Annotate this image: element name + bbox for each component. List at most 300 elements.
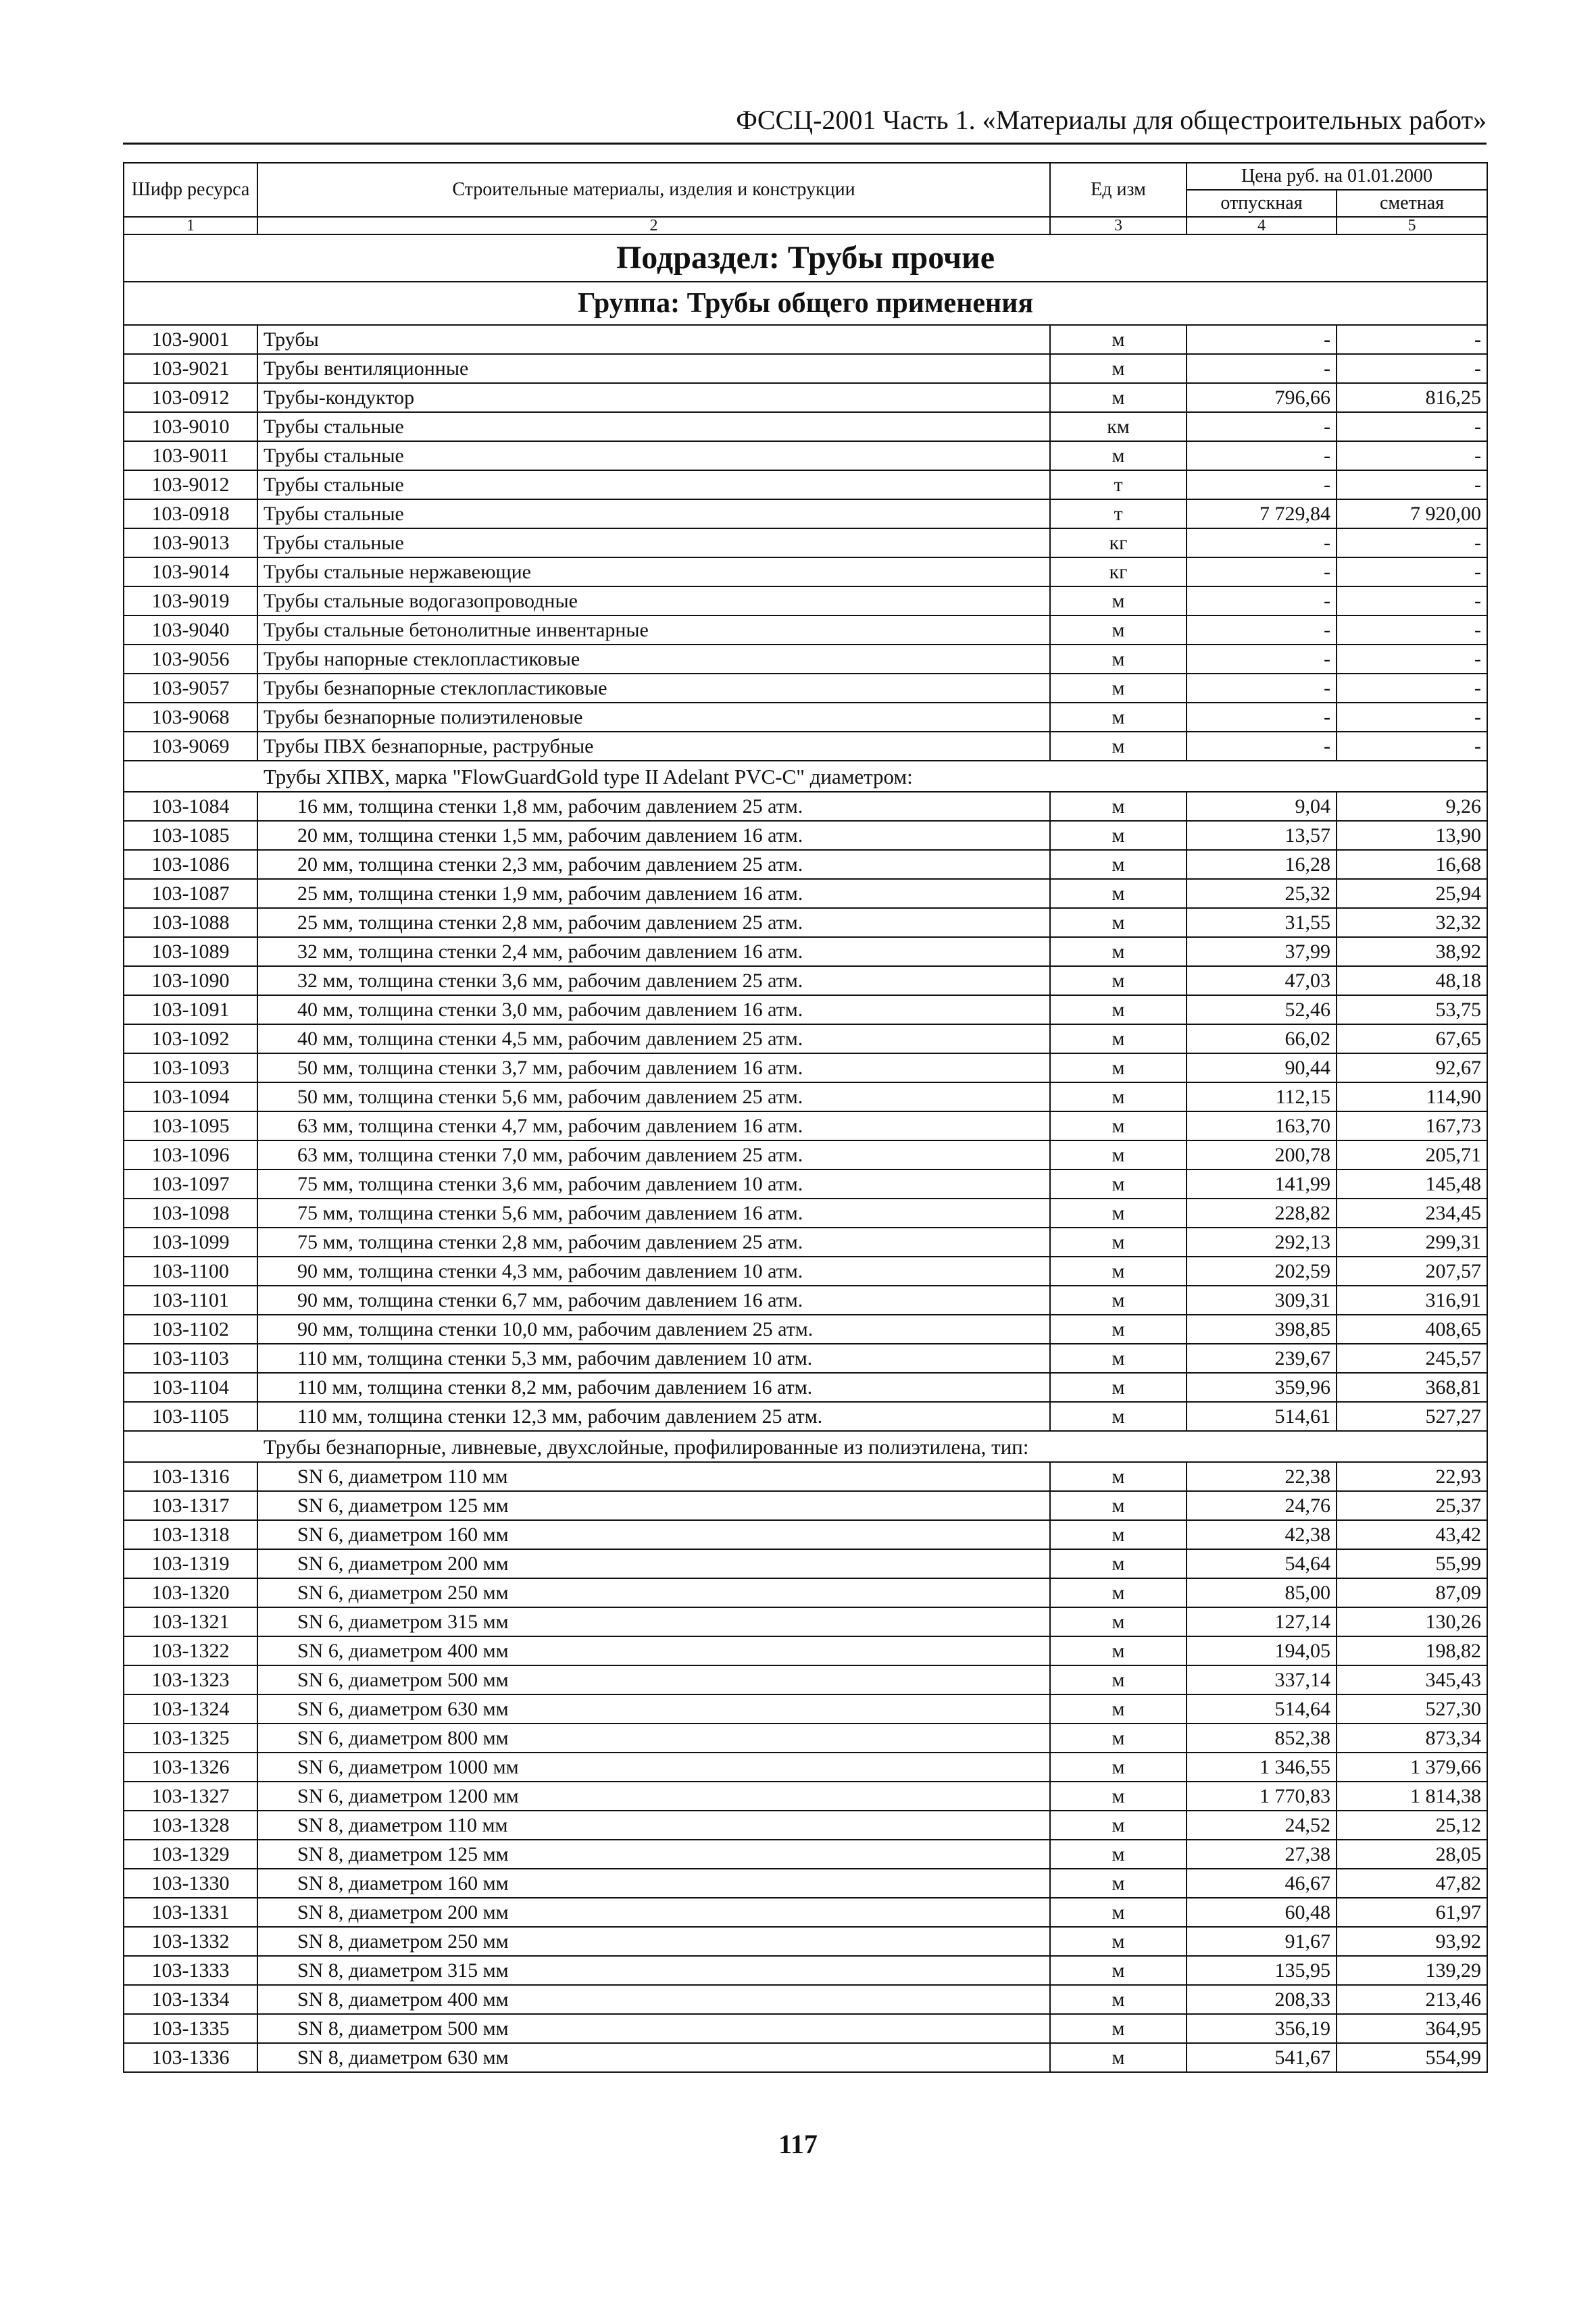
row-name: 20 мм, толщина стенки 1,5 мм, рабочим давлением 16 атм. (257, 821, 1050, 850)
row-name: 110 мм, толщина стенки 8,2 мм, рабочим давлением 16 атм. (257, 1373, 1050, 1402)
row-estimate-price: - (1337, 441, 1487, 470)
row-release-price: 24,76 (1187, 1491, 1337, 1520)
row-estimate-price: 53,75 (1337, 995, 1487, 1024)
col-code-header: Шифр ресурса (124, 163, 257, 217)
row-name: 110 мм, толщина стенки 5,3 мм, рабочим давлением 10 атм. (257, 1344, 1050, 1373)
table-row (124, 354, 1487, 383)
row-name: Трубы стальные (257, 412, 1050, 441)
table-row (124, 1607, 1487, 1636)
row-unit: м (1050, 1462, 1187, 1491)
row-name: Трубы стальные нержавеющие (257, 557, 1050, 586)
row-release-price: 163,70 (1187, 1111, 1337, 1140)
col-number-5: 5 (1337, 217, 1487, 234)
row-estimate-price: - (1337, 674, 1487, 703)
col-name-header: Строительные материалы, изделия и конструкции (257, 163, 1050, 217)
row-estimate-price: 16,68 (1337, 850, 1487, 879)
table-row (124, 937, 1487, 966)
row-name: 90 мм, толщина стенки 10,0 мм, рабочим давлением 25 атм. (257, 1315, 1050, 1344)
row-unit: м (1050, 1402, 1187, 1431)
col-number-2: 2 (257, 217, 1050, 234)
table-row (124, 1315, 1487, 1344)
table-row (124, 1169, 1487, 1199)
row-estimate-price: 345,43 (1337, 1665, 1487, 1694)
row-code: 103-9010 (124, 412, 257, 441)
col-unit-header: Ед изм (1050, 163, 1187, 217)
row-estimate-price: 67,65 (1337, 1024, 1487, 1053)
row-release-price: 356,19 (1187, 2014, 1337, 2043)
row-name: 50 мм, толщина стенки 5,6 мм, рабочим давлением 25 атм. (257, 1082, 1050, 1111)
row-name: SN 6, диаметром 500 мм (257, 1665, 1050, 1694)
table-row (124, 1665, 1487, 1694)
row-code: 103-1099 (124, 1228, 257, 1257)
row-release-price: 22,38 (1187, 1462, 1337, 1491)
row-release-price: 90,44 (1187, 1053, 1337, 1082)
row-code: 103-1086 (124, 850, 257, 879)
row-name: 25 мм, толщина стенки 1,9 мм, рабочим давлением 16 атм. (257, 879, 1050, 908)
row-code: 103-1098 (124, 1199, 257, 1228)
row-estimate-price: 198,82 (1337, 1636, 1487, 1665)
row-code: 103-1318 (124, 1520, 257, 1549)
row-release-price: 7 729,84 (1187, 499, 1337, 528)
row-unit: м (1050, 1665, 1187, 1694)
row-unit: м (1050, 586, 1187, 615)
row-estimate-price: 527,27 (1337, 1402, 1487, 1431)
table-row (124, 499, 1487, 528)
row-unit: м (1050, 1956, 1187, 1985)
row-code: 103-9013 (124, 528, 257, 557)
row-code: 103-1334 (124, 1985, 257, 2014)
row-name: 20 мм, толщина стенки 2,3 мм, рабочим давлением 25 атм. (257, 850, 1050, 879)
row-name: Трубы стальные (257, 499, 1050, 528)
row-code: 103-9040 (124, 615, 257, 645)
document-title: ФССЦ-2001 Часть 1. «Материалы для общестроительных работ» (736, 105, 1487, 135)
row-estimate-price: 554,99 (1337, 2043, 1487, 2072)
row-estimate-price: - (1337, 732, 1487, 761)
table-row (124, 1024, 1487, 1053)
row-code: 103-0918 (124, 499, 257, 528)
row-code: 103-1084 (124, 792, 257, 821)
table-row (124, 1140, 1487, 1169)
row-estimate-price: 316,91 (1337, 1286, 1487, 1315)
row-release-price: - (1187, 615, 1337, 645)
row-name: SN 6, диаметром 110 мм (257, 1462, 1050, 1491)
row-name: 110 мм, толщина стенки 12,3 мм, рабочим давлением 25 атм. (257, 1402, 1050, 1431)
row-release-price: 37,99 (1187, 937, 1337, 966)
row-estimate-price: 1 379,66 (1337, 1753, 1487, 1782)
row-unit: км (1050, 412, 1187, 441)
table-header (124, 163, 1487, 234)
table-row (124, 1898, 1487, 1927)
table-row (124, 412, 1487, 441)
row-code: 103-1324 (124, 1694, 257, 1724)
row-release-price: 16,28 (1187, 850, 1337, 879)
row-unit: м (1050, 1811, 1187, 1840)
row-unit: м (1050, 645, 1187, 674)
row-estimate-price: 167,73 (1337, 1111, 1487, 1140)
row-unit: м (1050, 1228, 1187, 1257)
row-unit: м (1050, 792, 1187, 821)
table-row (124, 2014, 1487, 2043)
row-unit: м (1050, 674, 1187, 703)
table-row (124, 1549, 1487, 1578)
row-release-price: 359,96 (1187, 1373, 1337, 1402)
row-name: SN 8, диаметром 200 мм (257, 1898, 1050, 1927)
row-estimate-price: 32,32 (1337, 908, 1487, 937)
row-release-price: - (1187, 412, 1337, 441)
col-price-header: Цена руб. на 01.01.2000 (1187, 163, 1487, 190)
table-row (124, 908, 1487, 937)
row-code: 103-1327 (124, 1782, 257, 1811)
group-title: Группа: Трубы общего применения (124, 282, 1487, 325)
row-release-price: 60,48 (1187, 1898, 1337, 1927)
price-table (123, 162, 1488, 2073)
row-release-price: 85,00 (1187, 1578, 1337, 1607)
row-name: Трубы стальные (257, 470, 1050, 499)
row-code: 103-1329 (124, 1840, 257, 1869)
row-name: 25 мм, толщина стенки 2,8 мм, рабочим давлением 25 атм. (257, 908, 1050, 937)
table-row (124, 528, 1487, 557)
row-unit: м (1050, 1053, 1187, 1082)
row-estimate-price: 408,65 (1337, 1315, 1487, 1344)
row-unit: м (1050, 2014, 1187, 2043)
row-release-price: 239,67 (1187, 1344, 1337, 1373)
row-code: 103-1103 (124, 1344, 257, 1373)
row-release-price: 292,13 (1187, 1228, 1337, 1257)
row-name: SN 6, диаметром 200 мм (257, 1549, 1050, 1578)
row-estimate-price: 145,48 (1337, 1169, 1487, 1199)
row-estimate-price: 139,29 (1337, 1956, 1487, 1985)
table-row (124, 879, 1487, 908)
row-unit: м (1050, 1082, 1187, 1111)
table-row (124, 383, 1487, 412)
row-estimate-price: 25,12 (1337, 1811, 1487, 1840)
row-unit: м (1050, 821, 1187, 850)
row-code: 103-1096 (124, 1140, 257, 1169)
row-code: 103-1090 (124, 966, 257, 995)
table-row (124, 850, 1487, 879)
row-release-price: 796,66 (1187, 383, 1337, 412)
row-name: 90 мм, толщина стенки 6,7 мм, рабочим давлением 16 атм. (257, 1286, 1050, 1315)
row-code: 103-1320 (124, 1578, 257, 1607)
row-estimate-price: 130,26 (1337, 1607, 1487, 1636)
row-name: 40 мм, толщина стенки 3,0 мм, рабочим давлением 16 атм. (257, 995, 1050, 1024)
table-row (124, 645, 1487, 674)
col-number-1: 1 (124, 217, 257, 234)
row-code: 103-1104 (124, 1373, 257, 1402)
row-unit: м (1050, 1840, 1187, 1869)
row-release-price: 1 346,55 (1187, 1753, 1337, 1782)
row-estimate-price: - (1337, 557, 1487, 586)
row-unit: м (1050, 354, 1187, 383)
row-unit: м (1050, 1753, 1187, 1782)
row-name: SN 6, диаметром 315 мм (257, 1607, 1050, 1636)
row-release-price: 202,59 (1187, 1257, 1337, 1286)
row-unit: м (1050, 732, 1187, 761)
row-code: 103-1322 (124, 1636, 257, 1665)
row-unit: м (1050, 1898, 1187, 1927)
table-row (124, 1636, 1487, 1665)
row-unit: м (1050, 966, 1187, 995)
row-code: 103-1330 (124, 1869, 257, 1898)
row-unit: м (1050, 1169, 1187, 1199)
row-code: 103-1100 (124, 1257, 257, 1286)
row-name: SN 8, диаметром 250 мм (257, 1927, 1050, 1956)
table-body (124, 234, 1487, 2072)
table-row (124, 1053, 1487, 1082)
row-unit: м (1050, 1024, 1187, 1053)
row-name: 90 мм, толщина стенки 4,3 мм, рабочим давлением 10 атм. (257, 1257, 1050, 1286)
row-code: 103-9057 (124, 674, 257, 703)
table-row (124, 586, 1487, 615)
row-name: Трубы стальные бетонолитные инвентарные (257, 615, 1050, 645)
row-code: 103-1087 (124, 879, 257, 908)
row-release-price: 127,14 (1187, 1607, 1337, 1636)
table-row (124, 732, 1487, 761)
row-estimate-price: - (1337, 645, 1487, 674)
row-release-price: 112,15 (1187, 1082, 1337, 1111)
row-release-price: 398,85 (1187, 1315, 1337, 1344)
row-code: 103-0912 (124, 383, 257, 412)
row-release-price: 52,46 (1187, 995, 1337, 1024)
row-estimate-price: - (1337, 528, 1487, 557)
table-row (124, 1869, 1487, 1898)
row-name: 40 мм, толщина стенки 4,5 мм, рабочим давлением 25 атм. (257, 1024, 1050, 1053)
row-code: 103-1321 (124, 1607, 257, 1636)
row-release-price: 208,33 (1187, 1985, 1337, 2014)
row-name: Трубы (257, 325, 1050, 354)
row-release-price: 514,64 (1187, 1694, 1337, 1724)
row-name: 75 мм, толщина стенки 2,8 мм, рабочим давлением 25 атм. (257, 1228, 1050, 1257)
row-code: 103-1094 (124, 1082, 257, 1111)
row-code: 103-1091 (124, 995, 257, 1024)
row-name: SN 8, диаметром 400 мм (257, 1985, 1050, 2014)
table-row (124, 1462, 1487, 1491)
row-name: Трубы стальные водогазопроводные (257, 586, 1050, 615)
table-row (124, 1985, 1487, 2014)
row-code: 103-1317 (124, 1491, 257, 1520)
row-estimate-price: 245,57 (1337, 1344, 1487, 1373)
table-row (124, 1257, 1487, 1286)
row-estimate-price: 205,71 (1337, 1140, 1487, 1169)
row-estimate-price: - (1337, 586, 1487, 615)
table-row (124, 2043, 1487, 2072)
table-row (124, 1491, 1487, 1520)
row-estimate-price: 527,30 (1337, 1694, 1487, 1724)
row-release-price: 309,31 (1187, 1286, 1337, 1315)
row-unit: м (1050, 1491, 1187, 1520)
row-name: Трубы безнапорные полиэтиленовые (257, 703, 1050, 732)
row-name: 50 мм, толщина стенки 3,7 мм, рабочим давлением 16 атм. (257, 1053, 1050, 1082)
table-row (124, 441, 1487, 470)
pe-section-heading: Трубы безнапорные, ливневые, двухслойные, профилированные из полиэтилена, тип: (124, 1431, 1487, 1462)
row-release-price: - (1187, 354, 1337, 383)
row-release-price: 46,67 (1187, 1869, 1337, 1898)
row-estimate-price: - (1337, 615, 1487, 645)
row-code: 103-1333 (124, 1956, 257, 1985)
col-number-4: 4 (1187, 217, 1337, 234)
row-name: SN 6, диаметром 1000 мм (257, 1753, 1050, 1782)
row-name: SN 6, диаметром 250 мм (257, 1578, 1050, 1607)
row-name: 32 мм, толщина стенки 2,4 мм, рабочим давлением 16 атм. (257, 937, 1050, 966)
page-header (123, 100, 1487, 145)
row-name: SN 8, диаметром 125 мм (257, 1840, 1050, 1869)
row-estimate-price: - (1337, 412, 1487, 441)
row-name: 75 мм, толщина стенки 5,6 мм, рабочим давлением 16 атм. (257, 1199, 1050, 1228)
table-row (124, 792, 1487, 821)
row-name: Трубы безнапорные стеклопластиковые (257, 674, 1050, 703)
row-unit: м (1050, 1578, 1187, 1607)
table-row (124, 966, 1487, 995)
row-unit: м (1050, 937, 1187, 966)
row-name: SN 8, диаметром 630 мм (257, 2043, 1050, 2072)
table-row (124, 615, 1487, 645)
row-estimate-price: - (1337, 703, 1487, 732)
row-release-price: 337,14 (1187, 1665, 1337, 1694)
row-estimate-price: 48,18 (1337, 966, 1487, 995)
row-unit: м (1050, 1257, 1187, 1286)
table-row (124, 1840, 1487, 1869)
row-unit: м (1050, 1549, 1187, 1578)
row-release-price: - (1187, 325, 1337, 354)
row-estimate-price: - (1337, 354, 1487, 383)
row-unit: м (1050, 1636, 1187, 1665)
row-estimate-price: 22,93 (1337, 1462, 1487, 1491)
row-unit: т (1050, 499, 1187, 528)
row-code: 103-1326 (124, 1753, 257, 1782)
col-number-3: 3 (1050, 217, 1187, 234)
row-unit: м (1050, 1140, 1187, 1169)
row-name: SN 6, диаметром 400 мм (257, 1636, 1050, 1665)
row-code: 103-1101 (124, 1286, 257, 1315)
row-unit: м (1050, 850, 1187, 879)
row-code: 103-1335 (124, 2014, 257, 2043)
row-code: 103-9012 (124, 470, 257, 499)
row-estimate-price: - (1337, 325, 1487, 354)
table-row (124, 1956, 1487, 1985)
table-row (124, 1111, 1487, 1140)
row-name: SN 6, диаметром 800 мм (257, 1724, 1050, 1753)
row-unit: м (1050, 703, 1187, 732)
pe-section-heading-row (124, 1431, 1487, 1462)
row-unit: м (1050, 1869, 1187, 1898)
row-release-price: - (1187, 645, 1337, 674)
table-row (124, 1402, 1487, 1431)
row-release-price: 42,38 (1187, 1520, 1337, 1549)
page-number: 117 (778, 2129, 818, 2159)
row-estimate-price: 234,45 (1337, 1199, 1487, 1228)
row-release-price: - (1187, 528, 1337, 557)
row-estimate-price: 28,05 (1337, 1840, 1487, 1869)
row-unit: т (1050, 470, 1187, 499)
row-name: Трубы-кондуктор (257, 383, 1050, 412)
pvc-section-heading: Трубы ХПВХ, марка "FlowGuardGold type II Adelant PVC-C" диаметром: (124, 761, 1487, 792)
row-unit: кг (1050, 557, 1187, 586)
row-unit: м (1050, 1694, 1187, 1724)
row-unit: м (1050, 1607, 1187, 1636)
table-row (124, 1578, 1487, 1607)
row-name: 75 мм, толщина стенки 3,6 мм, рабочим давлением 10 атм. (257, 1169, 1050, 1199)
row-code: 103-9068 (124, 703, 257, 732)
row-unit: м (1050, 1286, 1187, 1315)
table-row (124, 1694, 1487, 1724)
row-name: 16 мм, толщина стенки 1,8 мм, рабочим давлением 25 атм. (257, 792, 1050, 821)
row-code: 103-1332 (124, 1927, 257, 1956)
row-name: 63 мм, толщина стенки 7,0 мм, рабочим давлением 25 атм. (257, 1140, 1050, 1169)
row-release-price: - (1187, 441, 1337, 470)
row-name: Трубы ПВХ безнапорные, раструбные (257, 732, 1050, 761)
row-estimate-price: 364,95 (1337, 2014, 1487, 2043)
row-estimate-price: 38,92 (1337, 937, 1487, 966)
row-estimate-price: 93,92 (1337, 1927, 1487, 1956)
row-release-price: 194,05 (1187, 1636, 1337, 1665)
row-release-price: 852,38 (1187, 1724, 1337, 1753)
table-row (124, 674, 1487, 703)
row-name: SN 8, диаметром 500 мм (257, 2014, 1050, 2043)
row-estimate-price: 43,42 (1337, 1520, 1487, 1549)
row-estimate-price: 1 814,38 (1337, 1782, 1487, 1811)
row-unit: м (1050, 2043, 1187, 2072)
row-estimate-price: 299,31 (1337, 1228, 1487, 1257)
row-unit: м (1050, 1782, 1187, 1811)
row-code: 103-1089 (124, 937, 257, 966)
row-unit: м (1050, 441, 1187, 470)
table-row (124, 1520, 1487, 1549)
row-code: 103-9011 (124, 441, 257, 470)
table-row (124, 1927, 1487, 1956)
row-release-price: - (1187, 586, 1337, 615)
row-estimate-price: 114,90 (1337, 1082, 1487, 1111)
row-estimate-price: 873,34 (1337, 1724, 1487, 1753)
row-code: 103-1105 (124, 1402, 257, 1431)
table-row (124, 557, 1487, 586)
row-code: 103-1316 (124, 1462, 257, 1491)
row-release-price: 24,52 (1187, 1811, 1337, 1840)
row-name: SN 6, диаметром 630 мм (257, 1694, 1050, 1724)
row-release-price: - (1187, 674, 1337, 703)
row-name: 63 мм, толщина стенки 4,7 мм, рабочим давлением 16 атм. (257, 1111, 1050, 1140)
row-unit: м (1050, 1985, 1187, 2014)
row-name: SN 8, диаметром 315 мм (257, 1956, 1050, 1985)
row-unit: м (1050, 879, 1187, 908)
row-name: SN 6, диаметром 1200 мм (257, 1782, 1050, 1811)
row-code: 103-1336 (124, 2043, 257, 2072)
row-unit: м (1050, 383, 1187, 412)
row-release-price: 200,78 (1187, 1140, 1337, 1169)
row-estimate-price: 368,81 (1337, 1373, 1487, 1402)
row-estimate-price: 13,90 (1337, 821, 1487, 850)
table-row (124, 1724, 1487, 1753)
row-unit: м (1050, 1111, 1187, 1140)
row-estimate-price: 25,94 (1337, 879, 1487, 908)
row-name: SN 6, диаметром 125 мм (257, 1491, 1050, 1520)
table-row (124, 1228, 1487, 1257)
row-code: 103-9001 (124, 325, 257, 354)
row-code: 103-1085 (124, 821, 257, 850)
row-release-price: 66,02 (1187, 1024, 1337, 1053)
row-release-price: - (1187, 557, 1337, 586)
row-release-price: 9,04 (1187, 792, 1337, 821)
row-release-price: 91,67 (1187, 1927, 1337, 1956)
row-name: SN 8, диаметром 160 мм (257, 1869, 1050, 1898)
row-release-price: 13,57 (1187, 821, 1337, 850)
row-unit: м (1050, 325, 1187, 354)
row-estimate-price: 25,37 (1337, 1491, 1487, 1520)
row-estimate-price: 816,25 (1337, 383, 1487, 412)
row-code: 103-1319 (124, 1549, 257, 1578)
row-code: 103-1325 (124, 1724, 257, 1753)
row-code: 103-9021 (124, 354, 257, 383)
row-unit: м (1050, 1373, 1187, 1402)
